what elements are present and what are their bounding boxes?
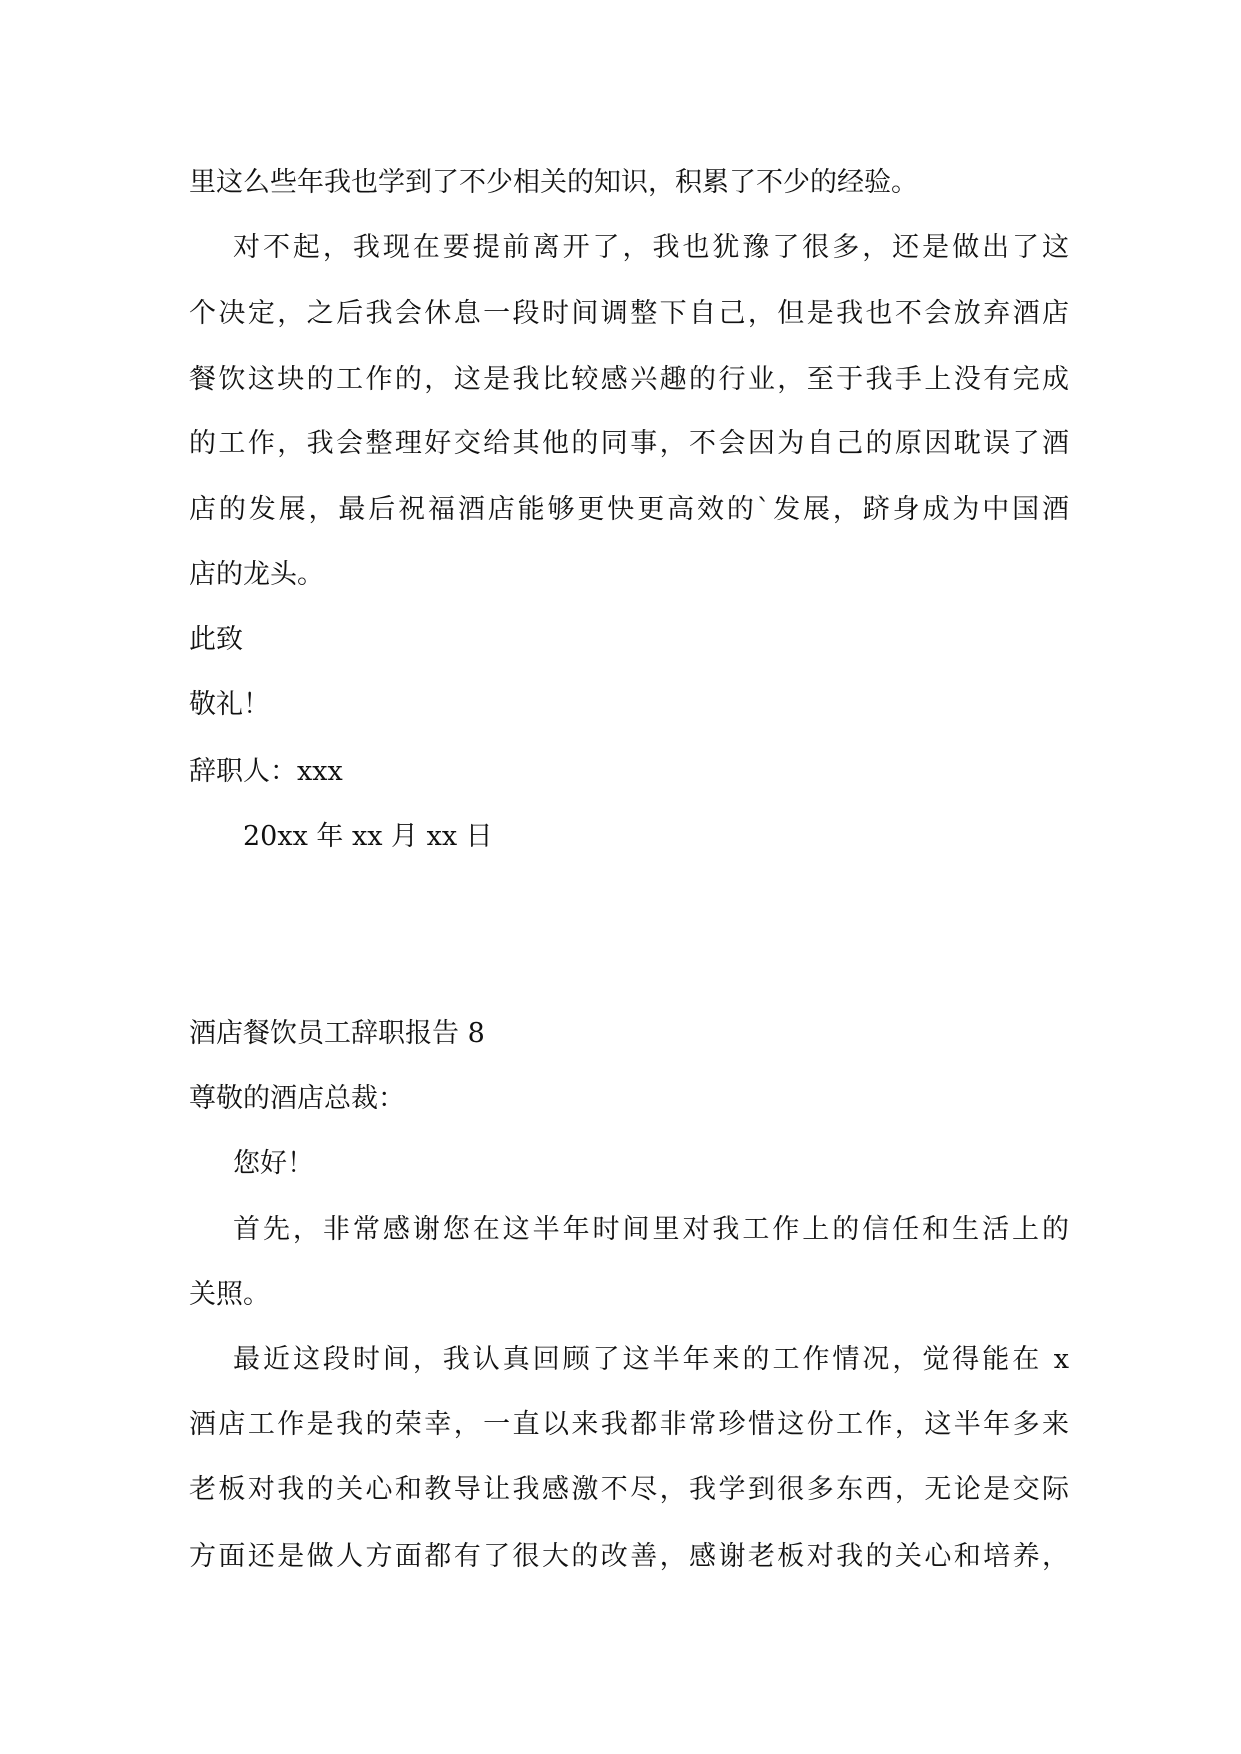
paragraph-line: 的工作，我会整理好交给其他的同事，不会因为自己的原因耽误了酒 bbox=[189, 428, 1069, 459]
closing-respectfully: 此致 bbox=[189, 624, 243, 655]
continuation-line: 里这么些年我也学到了不少相关的知识，积累了不少的经验。 bbox=[189, 167, 918, 198]
paragraph-line: 老板对我的关心和教导让我感激不尽，我学到很多东西，无论是交际 bbox=[189, 1474, 1069, 1505]
signature: 辞职人：xxx bbox=[189, 756, 343, 787]
section-title: 酒店餐饮员工辞职报告 8 bbox=[189, 1018, 485, 1049]
paragraph-line: 酒店工作是我的荣幸，一直以来我都非常珍惜这份工作，这半年多来 bbox=[189, 1409, 1069, 1440]
paragraph-line: 最近这段时间，我认真回顾了这半年来的工作情况，觉得能在 x bbox=[233, 1344, 1069, 1375]
paragraph-line: 餐饮这块的工作的，这是我比较感兴趣的行业，至于我手上没有完成 bbox=[189, 364, 1069, 395]
paragraph-line: 关照。 bbox=[189, 1279, 270, 1310]
salutation: 尊敬的酒店总裁： bbox=[189, 1083, 405, 1114]
paragraph-line: 对不起，我现在要提前离开了，我也犹豫了很多，还是做出了这 bbox=[233, 232, 1069, 263]
paragraph-line: 方面还是做人方面都有了很大的改善，感谢老板对我的关心和培养， bbox=[189, 1541, 1069, 1572]
paragraph-line: 个决定，之后我会休息一段时间调整下自己，但是我也不会放弃酒店 bbox=[189, 298, 1069, 329]
paragraph-line: 首先，非常感谢您在这半年时间里对我工作上的信任和生活上的 bbox=[233, 1214, 1069, 1245]
paragraph-line: 店的发展，最后祝福酒店能够更快更高效的`发展，跻身成为中国酒 bbox=[189, 494, 1069, 525]
greeting: 您好！ bbox=[233, 1148, 314, 1179]
paragraph-line: 店的龙头。 bbox=[189, 559, 324, 590]
closing-salute: 敬礼！ bbox=[189, 689, 270, 720]
date: 20xx 年 xx 月 xx 日 bbox=[243, 821, 493, 852]
